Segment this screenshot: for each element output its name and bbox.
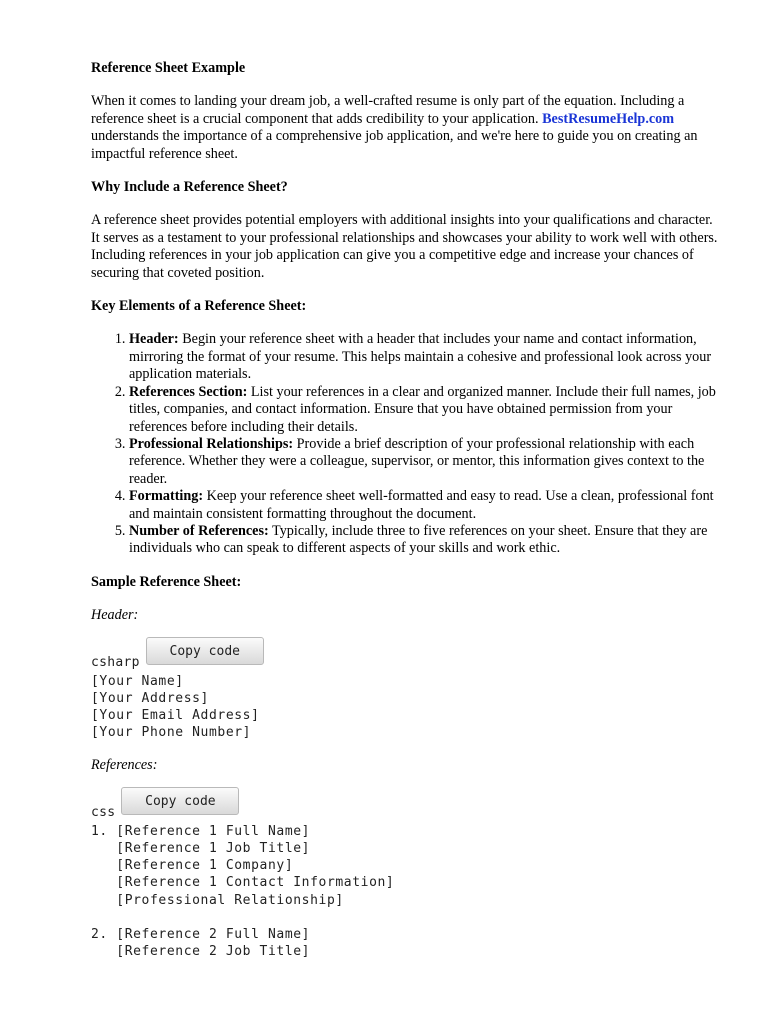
list-item-formatting [129, 488, 721, 523]
header-label: Header: [91, 607, 139, 624]
list-item-text: Typically, include three to five references on your sheet. Ensure that they are individuals who can speak to different aspects of your skills and work ethic. [129, 522, 708, 557]
why-heading: Why Include a Reference Sheet? [91, 179, 288, 196]
list-item-text: List your references in a clear and organized manner. Include their full names, job titles, companies, and contact information. Ensure that you have obtained permission from your references before including their details. [129, 383, 716, 435]
code-language-label: csharp [91, 654, 140, 670]
header-code-toolbar [91, 641, 721, 671]
list-item-text: Provide a brief description of your professional relationship with each reference. Whether they were a colleague, supervisor, or mentor, this information gives context to the reader. [129, 435, 705, 487]
list-item-header [129, 331, 721, 383]
sample-heading: Sample Reference Sheet: [91, 573, 242, 590]
references-label: References: [91, 757, 158, 774]
list-item-number-of-references [129, 523, 721, 558]
list-item-term: Number of References: [129, 522, 269, 539]
key-elements-heading: Key Elements of a Reference Sheet: [91, 298, 307, 315]
document-page [91, 60, 721, 976]
key-elements-list [91, 331, 721, 557]
list-item-text: Keep your reference sheet well-formatted and easy to read. Use a clean, professional font and maintain consistent formatting throughout the document. [129, 488, 714, 522]
copy-code-button[interactable]: Copy code [121, 787, 239, 815]
list-item-term: Formatting: [129, 488, 204, 505]
references-code-toolbar [91, 791, 721, 821]
list-item-references-section [129, 384, 721, 436]
header-code-block: [Your Name] [Your Address] [Your Email Address] [Your Phone Number] [91, 673, 260, 741]
bestresumehelp-link[interactable]: BestResumeHelp.com [542, 110, 675, 127]
list-item-text: Begin your reference sheet with a header that includes your name and contact information, mirroring the format of your resume. This helps maintain a cohesive and professional look across your application materials. [129, 331, 712, 383]
intro-paragraph [91, 93, 721, 163]
document-title: Reference Sheet Example [91, 60, 246, 76]
intro-text-after-link: understands the importance of a comprehensive job application, and we're here to guide you on creating an impactful reference sheet. [91, 128, 698, 162]
list-item-professional-relationships [129, 436, 721, 488]
why-paragraph: A reference sheet provides potential employers with additional insights into your qualifications and character. It serves as a testament to your professional relationships and showcases your ability to work well with others. Including references in your job application can give you a competitive edge and increase your chances of securing that coveted position. [91, 212, 718, 281]
list-item-term: References Section: [129, 383, 248, 400]
list-item-term: Header: [129, 331, 179, 348]
intro-text-before-link: When it comes to landing your dream job, a well-crafted resume is only part of the equation. Including a reference sheet is a crucial component that adds credibility to your application. [91, 93, 685, 127]
references-code-block: 1. [Reference 1 Full Name] [Reference 1 Job Title] [Reference 1 Company] [Reference 1 Contact Information] [Professional Relationship] 2. [Reference 2 Full Name] [Reference 2 Job Title] [91, 823, 395, 960]
list-item-term: Professional Relationships: [129, 435, 294, 452]
copy-code-button[interactable]: Copy code [146, 637, 264, 665]
code-language-label: css [91, 804, 116, 820]
